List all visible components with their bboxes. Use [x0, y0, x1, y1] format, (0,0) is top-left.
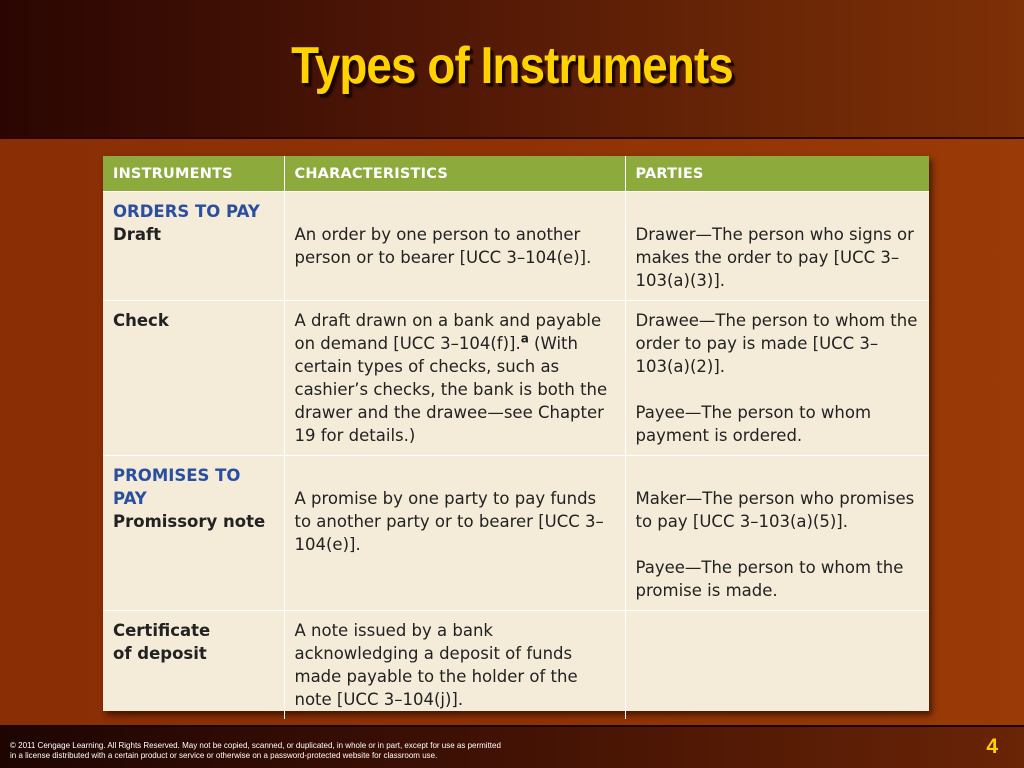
category-label: PROMISES TO PAY	[113, 466, 241, 508]
characteristics-text	[295, 311, 608, 445]
copyright-line: in a license distributed with a certain product or service or otherwise on a password-protected website for classroom use.	[10, 751, 438, 760]
instruments-table	[103, 156, 929, 719]
column-header-instruments: INSTRUMENTS	[103, 156, 284, 192]
characteristics-cell	[284, 301, 625, 456]
characteristics-text: A promise by one party to pay funds to another party or to bearer [UCC 3–104(e)].	[294, 489, 604, 554]
table-row	[103, 192, 929, 301]
characteristics-cell	[284, 456, 625, 611]
characteristics-text: An order by one person to another person or to bearer [UCC 3–104(e)].	[294, 225, 592, 267]
characteristics-cell	[284, 192, 625, 301]
instrument-cell	[103, 301, 284, 456]
footer-band	[0, 725, 1024, 768]
party-description: Drawee—The person to whom the order to pay is made [UCC 3–103(a)(2)].	[635, 311, 918, 376]
instrument-cell	[103, 456, 284, 611]
slide-title: Types of Instruments	[291, 37, 733, 95]
party-description: Maker—The person who promises to pay [UCC 3–103(a)(5)].	[635, 489, 915, 531]
characteristics-text: A note issued by a bank acknowledging a deposit of funds made payable to the holder of the note [UCC 3–104(j)].	[294, 621, 578, 709]
parties-cell	[625, 301, 929, 456]
table-row	[103, 301, 929, 456]
header-band	[0, 0, 1024, 139]
party-description: Drawer—The person who signs or makes the order to pay [UCC 3–103(a)(3)].	[635, 225, 914, 290]
characteristics-text-main: A draft drawn on a bank and payable on demand [UCC 3–104(f)].	[294, 311, 602, 353]
instrument-name: Promissory note	[113, 512, 266, 531]
table-header-row	[103, 156, 929, 192]
party-description: Payee—The person to whom payment is ordered.	[635, 403, 872, 445]
column-header-characteristics: CHARACTERISTICS	[284, 156, 625, 192]
table-row	[103, 456, 929, 611]
page-number: 4	[986, 735, 998, 758]
instrument-name: Draft	[113, 225, 162, 244]
copyright-line: © 2011 Cengage Learning. All Rights Reserved. May not be copied, scanned, or duplicated, in whole or in part, except for use as permitted	[10, 741, 501, 750]
instrument-name: Check	[113, 311, 169, 330]
instrument-cell	[103, 192, 284, 301]
party-description: Payee—The person to whom the promise is made.	[635, 558, 904, 600]
copyright-notice	[10, 741, 501, 761]
category-label: ORDERS TO PAY	[113, 202, 260, 221]
table-row	[103, 611, 929, 720]
parties-cell	[625, 611, 929, 720]
instruments-table-container	[103, 156, 929, 711]
footnote-mark: a	[520, 331, 529, 346]
parties-cell	[625, 456, 929, 611]
column-header-parties: PARTIES	[625, 156, 929, 192]
characteristics-text-note: (With certain types of checks, such as cashier’s checks, the bank is both the drawer and the drawee—see Chapter 19 for details.)	[294, 334, 608, 445]
instrument-name: Certificate of deposit	[113, 621, 211, 663]
parties-cell	[625, 192, 929, 301]
instrument-cell	[103, 611, 284, 720]
characteristics-cell	[284, 611, 625, 720]
